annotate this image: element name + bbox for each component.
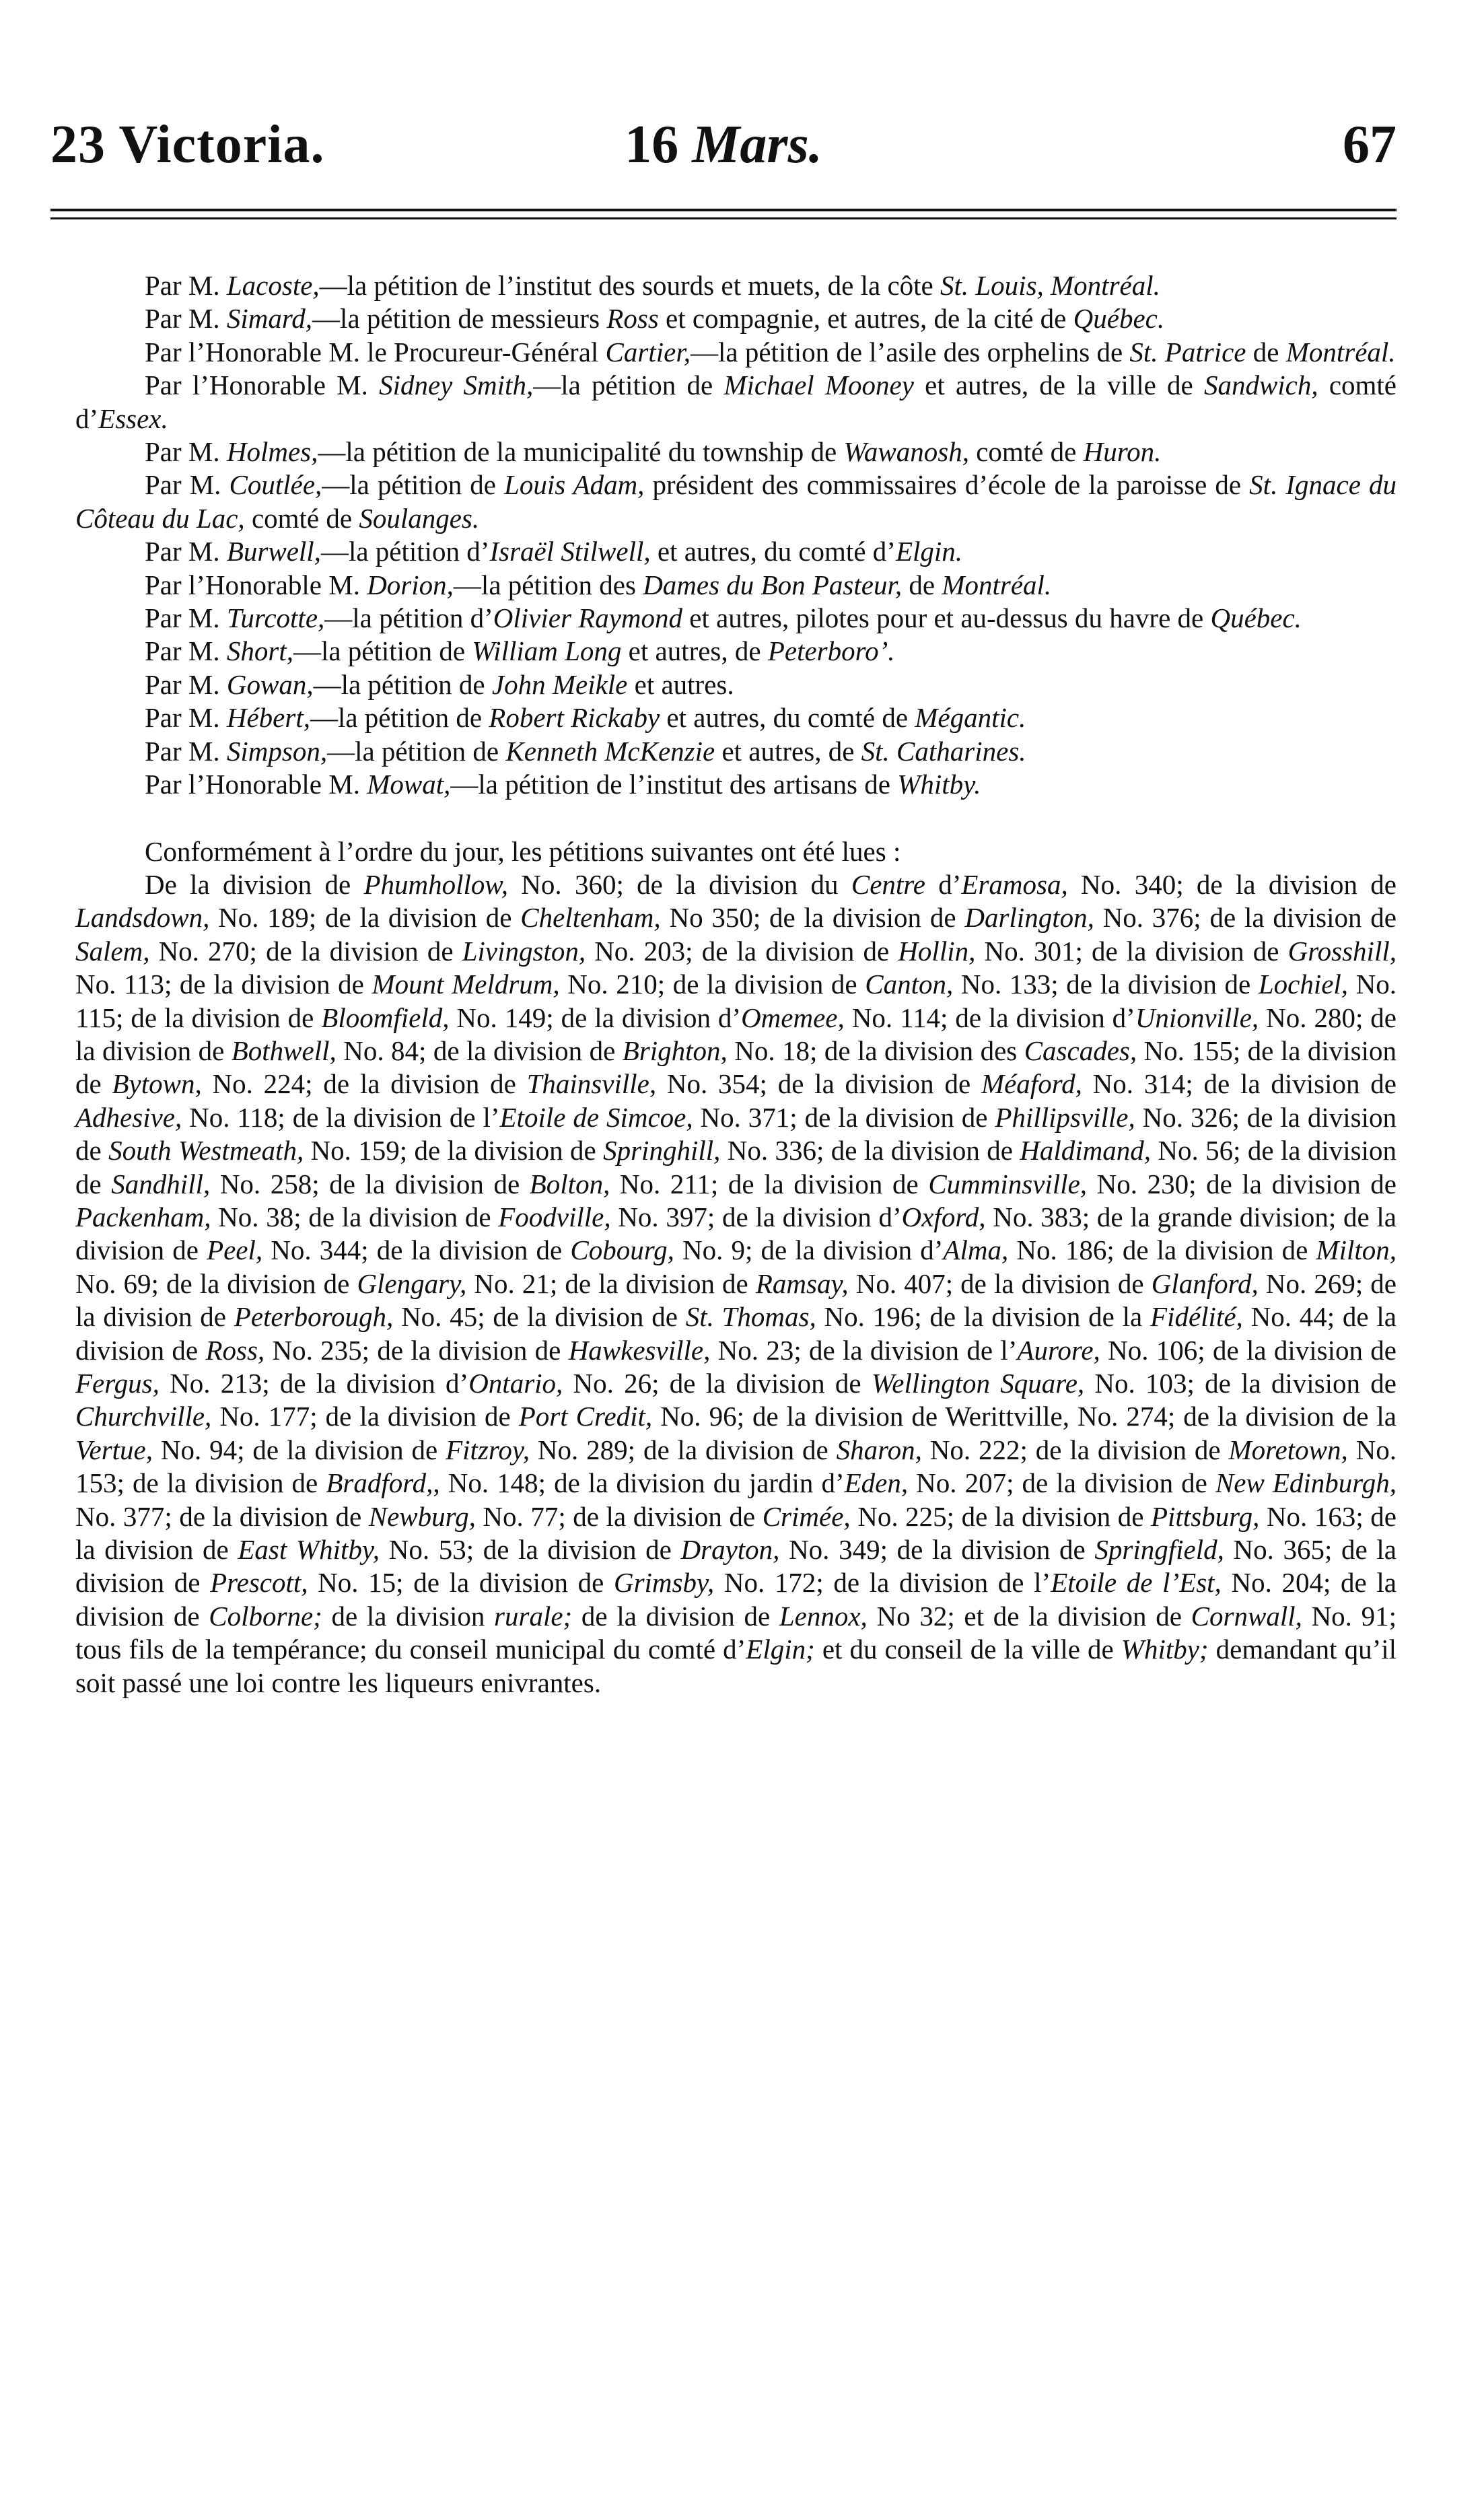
text-run: No. 377; de la division de [75, 1500, 369, 1532]
italic-name: Cartier, [605, 336, 691, 368]
text-run: No. 153; de la division de [75, 1434, 1397, 1499]
italic-name: Sidney Smith, [379, 370, 534, 401]
italic-name: Robert Rickaby [489, 702, 660, 734]
text-run: No. 344; de la division de [262, 1234, 571, 1266]
text-run: —la pétition de la municipalité du township de [318, 436, 844, 468]
text-run: de la division [322, 1600, 495, 1632]
header-month: Mars. [692, 115, 822, 174]
italic-name: Bytown, [112, 1068, 202, 1100]
italic-name: Peel, [207, 1234, 263, 1266]
italic-name: Sandhill, [111, 1168, 211, 1199]
italic-name: Etoile de Simcoe, [499, 1101, 693, 1133]
text-run: No. 222; de la division de [921, 1434, 1229, 1465]
text-run: No. 106; de la division de [1100, 1334, 1397, 1366]
italic-name: Newburg, [368, 1500, 476, 1532]
italic-name: St. Catharines. [861, 735, 1026, 767]
italic-name: Thainsville, [526, 1068, 657, 1100]
text-run: —la pétition de [313, 668, 492, 700]
text-run: No. 23; de la division de l’ [710, 1334, 1018, 1366]
text-run: No. 114; de la division d’ [844, 1002, 1135, 1033]
text-run: De la division de [145, 868, 364, 900]
italic-name: Foodville, [498, 1201, 611, 1232]
italic-name: Soulanges. [359, 502, 480, 534]
italic-name: Packenham, [75, 1201, 211, 1232]
text-run: No. 149; de la division d’ [449, 1002, 742, 1033]
italic-name: Etoile de l’Est, [1051, 1567, 1222, 1599]
text-run: No. 69; de la division de [75, 1267, 357, 1299]
italic-name: Glengary, [357, 1267, 467, 1299]
text-run: et autres. [627, 668, 734, 700]
italic-name: Coutlée, [229, 469, 322, 501]
italic-name: Short, [226, 635, 293, 667]
text-run: No. 207; de la division de [908, 1467, 1215, 1499]
text-run: No. 15; de la division de [308, 1567, 614, 1599]
text-run: No. 96; de la division de Werittville, No. 274; de la division de la [652, 1401, 1397, 1432]
text-run: No. 203; de la division de [586, 935, 898, 967]
italic-name: Fergus, [75, 1368, 160, 1399]
italic-name: Churchville, [75, 1401, 212, 1432]
italic-name: Essex. [98, 403, 168, 434]
italic-name: Port Credit, [518, 1401, 653, 1432]
text-run: No. 230; de la division de [1087, 1168, 1397, 1199]
text-run: comté d’ [75, 370, 1397, 434]
italic-name: Adhesive, [75, 1101, 182, 1133]
division-list-paragraph [75, 868, 1397, 1700]
text-run: , No. 148; de la division du jardin d’ [433, 1467, 845, 1499]
italic-name: Holmes, [226, 436, 318, 468]
reading-intro: Conformément à l’ordre du jour, les pétitions suivantes ont été lues : [145, 835, 901, 867]
text-run: —la pétition de [533, 370, 724, 401]
petition-entry [75, 701, 1397, 734]
italic-name: Montréal. [942, 569, 1052, 600]
italic-name: Kenneth McKenzie [505, 735, 715, 767]
petition-entry [75, 735, 1397, 768]
text-run: —la pétition des [453, 569, 643, 600]
text-run: No. 177; de la division de [211, 1401, 519, 1432]
text-run: Par M. [145, 668, 227, 700]
italic-name: Mégantic. [915, 702, 1026, 734]
italic-name: Oxford, [901, 1201, 986, 1232]
text-run: —la pétition de messieurs [312, 303, 607, 335]
text-run: No. 53; de la division de [380, 1534, 681, 1566]
italic-name: Landsdown, [75, 902, 210, 934]
text-run: No. 349; de la division de [779, 1534, 1095, 1566]
italic-name: Gowan, [226, 668, 314, 700]
italic-name: Montréal. [1285, 336, 1396, 368]
text-run: No. 204; de la division de [75, 1567, 1397, 1632]
text-run: No. 336; de la division de [720, 1135, 1020, 1166]
petition-entry [75, 468, 1397, 535]
text-run: d’ [925, 868, 962, 900]
text-run: No 350; de la division de [660, 902, 965, 934]
italic-name: Alma, [943, 1234, 1009, 1266]
italic-name: Brighton, [622, 1035, 728, 1066]
italic-name: John Meikle [491, 668, 628, 700]
italic-name: Lennox, [779, 1600, 868, 1632]
text-run: No. 44; de la division de [75, 1301, 1397, 1366]
text-run: No 32; et de la division de [867, 1600, 1191, 1632]
text-run: No. 407; de la division de [848, 1267, 1152, 1299]
italic-name: Mowat, [367, 769, 451, 800]
italic-name: Huron. [1083, 436, 1162, 468]
italic-name: Elgin; [746, 1634, 815, 1665]
text-run: No. 360; de la division du [507, 868, 851, 900]
text-run: No. 196; de la division de la [816, 1301, 1151, 1333]
text-run: No. 211; de la division de [610, 1168, 929, 1199]
text-run: No. 210; de la division de [559, 969, 865, 1000]
text-run: No. 94; de la division de [153, 1434, 446, 1465]
text-run: et autres, du comté d’ [650, 536, 896, 567]
petition-entry [75, 602, 1397, 635]
text-run: No. 18; de la division des [727, 1035, 1024, 1066]
italic-name: Hollin, [898, 935, 976, 967]
italic-name: Wellington Square, [871, 1368, 1085, 1399]
text-run: No. 163; de la division de [75, 1500, 1397, 1566]
petition-entry [75, 668, 1397, 701]
petition-entry [75, 635, 1397, 668]
text-run: No. 113; de la division de [75, 969, 372, 1000]
text-run: —la pétition de [322, 469, 505, 501]
petition-entry [75, 269, 1397, 302]
italic-name: Ramsay, [755, 1267, 849, 1299]
text-run: No. 376; de la division de [1094, 902, 1397, 934]
italic-name: Bloomfield, [321, 1002, 450, 1033]
text-run: No. 224; de la division de [201, 1068, 527, 1100]
text-run: et autres, de [621, 635, 768, 667]
italic-name: New Edinburgh, [1215, 1467, 1397, 1499]
text-run: No. 397; de la division d’ [610, 1201, 902, 1232]
petition-entry [75, 768, 1397, 801]
petition-entry [75, 535, 1397, 568]
text-run: No. 84; de la division de [336, 1035, 623, 1066]
text-run: Par M. [145, 436, 227, 468]
text-run: No. 301; de la division de [975, 935, 1288, 967]
italic-name: Eramosa, [961, 868, 1068, 900]
italic-name: Canton, [865, 969, 954, 1000]
text-run: —la pétition de l’asile des orphelins de [690, 336, 1130, 368]
text-run: No. 91; tous fils de la tempérance; du conseil municipal du comté d’ [75, 1600, 1397, 1665]
text-run: demandant qu’il soit passé une loi contre les liqueurs enivrantes. [75, 1634, 1397, 1698]
text-run: No. 155; de la division de [75, 1035, 1397, 1100]
text-run: —la pétition d’ [324, 602, 493, 634]
text-run: No. 371; de la division de [693, 1101, 995, 1133]
text-run: —la pétition de l’institut des sourds et muets, de la côte [319, 270, 940, 301]
italic-name: Québec. [1073, 303, 1165, 335]
italic-name: Simpson, [226, 735, 328, 767]
text-run: de la division de [572, 1600, 779, 1632]
italic-name: Elgin. [895, 536, 963, 567]
text-run: —la pétition de [310, 702, 489, 734]
text-run: président des commissaires d’école de la paroisse de [644, 469, 1250, 501]
text-run: No. 189; de la division de [209, 902, 521, 934]
text-run: No. 225; de la division de [850, 1500, 1151, 1532]
text-run: Par M. [145, 735, 227, 767]
italic-name: Ross, [205, 1334, 265, 1366]
text-run: No. 9; de la division d’ [674, 1234, 944, 1266]
italic-name: Phumhollow, [363, 868, 508, 900]
italic-name: Cornwall, [1191, 1600, 1302, 1632]
text-run: —la pétition d’ [320, 536, 490, 567]
italic-name: St. Thomas, [685, 1301, 816, 1333]
italic-name: Unionville, [1135, 1002, 1259, 1033]
page-number: 67 [1343, 115, 1397, 174]
italic-name: Colborne; [209, 1600, 322, 1632]
header-date [50, 108, 1397, 182]
italic-name: Glanford, [1151, 1267, 1259, 1299]
italic-name: Québec. [1210, 602, 1302, 634]
italic-name: Aurore, [1017, 1334, 1100, 1366]
italic-name: Bradford, [326, 1467, 433, 1499]
text-run: No. 118; de la division de l’ [182, 1101, 500, 1133]
italic-name: East Whitby, [238, 1534, 380, 1566]
italic-name: Peterborough, [234, 1301, 394, 1333]
text-run: No. 258; de la division de [210, 1168, 530, 1199]
italic-name: Louis Adam, [504, 469, 645, 501]
italic-name: Peterboro’. [767, 635, 895, 667]
text-run: No. 103; de la division de [1084, 1368, 1397, 1399]
text-run: No. 213; de la division d’ [159, 1368, 469, 1399]
text-run: comté de [968, 436, 1084, 468]
text-run: No. 365; de la division de [75, 1534, 1397, 1599]
italic-name: Hébert, [226, 702, 310, 734]
petition-entry [75, 569, 1397, 602]
text-run: No. 354; de la division de [656, 1068, 981, 1100]
italic-name: Méaford, [981, 1068, 1082, 1100]
italic-name: Sharon, [836, 1434, 922, 1465]
italic-name: Bolton, [529, 1168, 610, 1199]
italic-name: Drayton, [680, 1534, 780, 1566]
text-run: et autres, pilotes pour et au-dessus du havre de [682, 602, 1211, 634]
italic-name: Bothwell, [231, 1035, 337, 1066]
text-run: Par l’Honorable M. [145, 769, 367, 800]
text-run: Par M. [145, 702, 227, 734]
petition-entry [75, 302, 1397, 335]
petition-list [75, 269, 1397, 802]
text-run: No. 133; de la division de [953, 969, 1259, 1000]
italic-name: William Long [472, 635, 622, 667]
text-run: Par M. [145, 635, 227, 667]
italic-name: Darlington, [964, 902, 1094, 934]
text-run: et du conseil de la ville de [814, 1634, 1121, 1665]
text-run: Par M. [145, 469, 229, 501]
text-run: No. 280; de la division de [75, 1002, 1397, 1066]
text-run: No. 159; de la division de [304, 1135, 604, 1166]
italic-name: Grimsby, [613, 1567, 715, 1599]
text-run: No. 26; de la division de [563, 1368, 872, 1399]
text-run: No. 269; de la division de [75, 1267, 1397, 1333]
italic-name: Cobourg, [570, 1234, 674, 1266]
italic-name: Cumminsville, [928, 1168, 1088, 1199]
text-run: No. 326; de la division de [75, 1101, 1397, 1166]
italic-name: Israël Stilwell, [489, 536, 651, 567]
italic-name: St. Louis, Montréal. [940, 270, 1160, 301]
text-run: No. 115; de la division de [75, 969, 1397, 1033]
text-run: No. 289; de la division de [530, 1434, 837, 1465]
rule-line [50, 217, 1397, 219]
text-run: No. 383; de la grande division; de la division de [75, 1201, 1397, 1266]
text-run: No. 56; de la division de [75, 1135, 1397, 1199]
text-run: No. 172; de la division de l’ [714, 1567, 1051, 1599]
text-run: Par l’Honorable M. [145, 370, 380, 401]
text-run: No. 77; de la division de [475, 1500, 763, 1532]
text-run: de [902, 569, 942, 600]
text-run: de [1246, 336, 1286, 368]
petition-entry [75, 336, 1397, 369]
header-double-rule [50, 209, 1397, 219]
italic-name: Olivier Raymond [493, 602, 683, 634]
italic-name: Hawkesville, [568, 1334, 711, 1366]
italic-name: Turcotte, [226, 602, 325, 634]
italic-name: Moretown, [1228, 1434, 1348, 1465]
text-run: Par l’Honorable M. le Procureur-Général [145, 336, 606, 368]
italic-name: Springfield, [1094, 1534, 1224, 1566]
italic-name: rurale; [494, 1600, 573, 1632]
italic-name: Livingston, [462, 935, 586, 967]
text-run: No. 38; de la division de [211, 1201, 499, 1232]
text-run: —la pétition de [293, 635, 472, 667]
text-run: Par M. [145, 602, 227, 634]
text-run: No. 270; de la division de [149, 935, 462, 967]
header-day: 16 [625, 115, 679, 174]
text-run: No. 21; de la division de [466, 1267, 756, 1299]
italic-name: Whitby; [1121, 1634, 1209, 1665]
italic-name: Crimée, [762, 1500, 851, 1532]
italic-name: Fitzroy, [446, 1434, 530, 1465]
text-run: et compagnie, et autres, de la cité de [658, 303, 1073, 335]
italic-name: Lacoste, [226, 270, 320, 301]
italic-name: Sandwich, [1203, 370, 1318, 401]
italic-name: Ross [606, 303, 659, 335]
italic-name: Centre [851, 868, 925, 900]
text-run: No. 314; de la division de [1082, 1068, 1397, 1100]
italic-name: Cheltenham, [520, 902, 661, 934]
text-run: comté de [244, 502, 359, 534]
italic-name: Salem, [75, 935, 150, 967]
rule-line [50, 209, 1397, 211]
italic-name: South Westmeath, [108, 1135, 304, 1166]
text-run: Par l’Honorable M. [145, 569, 367, 600]
text-run: No. 186; de la division de [1008, 1234, 1316, 1266]
petition-entry [75, 369, 1397, 435]
italic-name: Omemee, [741, 1002, 845, 1033]
text-run: No. 235; de la division de [264, 1334, 569, 1366]
italic-name: Whitby. [897, 769, 981, 800]
text-run: No. 45; de la division de [393, 1301, 686, 1333]
italic-name: Prescott, [210, 1567, 308, 1599]
italic-name: St. Patrice [1129, 336, 1246, 368]
text-run: Par M. [145, 303, 227, 335]
italic-name: Cascades, [1024, 1035, 1137, 1066]
italic-name: Haldimand, [1020, 1135, 1152, 1166]
text-run: —la pétition de [327, 735, 506, 767]
italic-name: Vertue, [75, 1434, 153, 1465]
text-run: et autres, de [715, 735, 861, 767]
italic-name: Mount Meldrum, [372, 969, 560, 1000]
italic-name: Michael Mooney [723, 370, 914, 401]
document-body [75, 269, 1397, 1700]
italic-name: Pittsburg, [1150, 1500, 1260, 1532]
text-run: Par M. [145, 270, 227, 301]
text-run: Par M. [145, 536, 227, 567]
italic-name: Milton, [1316, 1234, 1397, 1266]
header-regnal-year: 23 Victoria. [50, 115, 325, 174]
italic-name: Dames du Bon Pasteur, [643, 569, 903, 600]
text-run: et autres, du comté de [660, 702, 915, 734]
text-run: No. 340; de la division de [1067, 868, 1397, 900]
italic-name: Phillipsville, [995, 1101, 1135, 1133]
italic-name: St. Ignace du Côteau du Lac, [75, 469, 1397, 534]
text-run: et autres, de la ville de [913, 370, 1204, 401]
italic-name: Lochiel, [1258, 969, 1349, 1000]
italic-name: Ontario, [468, 1368, 563, 1399]
petition-entry [75, 435, 1397, 468]
text-run: —la pétition de l’institut des artisans de [450, 769, 898, 800]
italic-name: Springhill, [603, 1135, 721, 1166]
italic-name: Burwell, [226, 536, 321, 567]
italic-name: Eden, [844, 1467, 909, 1499]
italic-name: Grosshill, [1287, 935, 1397, 967]
italic-name: Wawanosh, [843, 436, 969, 468]
running-header [50, 108, 1397, 182]
italic-name: Dorion, [367, 569, 454, 600]
italic-name: Simard, [226, 303, 313, 335]
italic-name: Fidélité, [1150, 1301, 1243, 1333]
